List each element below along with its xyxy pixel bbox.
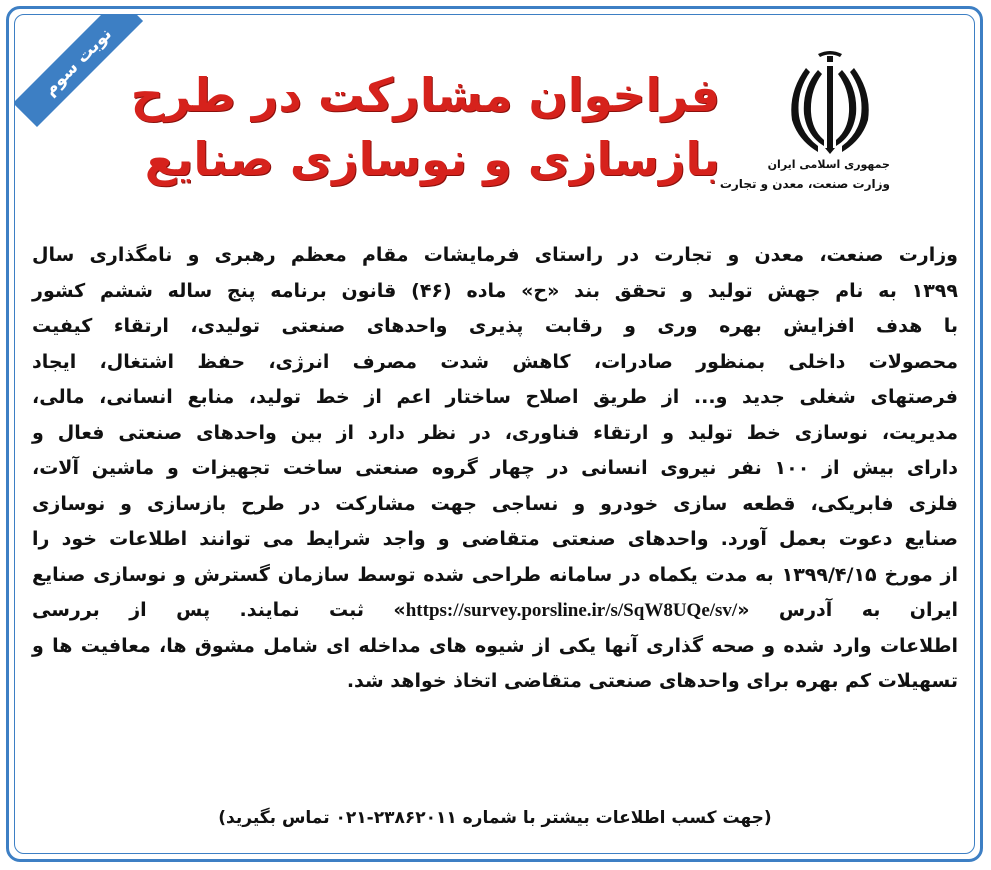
body-line: تسهیلات کم بهره برای واحدهای صنعتی متقاضی اتخاذ خواهد شد.	[346, 670, 958, 692]
ministry-name: وزارت صنعت، معدن و تجارت	[719, 177, 890, 191]
announcement-body	[32, 238, 958, 700]
badge-label: نوبت سوم	[15, 15, 143, 127]
body-line: اطلاعات وارد شده و صحه گذاری آنها یکی از شیوه های مداخله ای شامل مشوق ها، معافیت ها و	[32, 634, 958, 657]
iran-emblem-icon	[780, 48, 880, 154]
government-name: جمهوری اسلامی ایران	[767, 158, 890, 171]
body-line: فلزی فابریکی، قطعه سازی خودرو و نساجی جهت مشارکت در طرح بازسازی و نوسازی	[32, 492, 958, 515]
title-line-1: فراخوان مشارکت در طرح	[130, 68, 720, 122]
body-line: محصولات داخلی بمنظور صادرات، کاهش شدت مصرف انرژی، حفظ اشتغال، ایجاد	[32, 350, 958, 373]
survey-link[interactable]: https://survey.porsline.ir/s/SqW8UQe/sv/	[405, 600, 738, 621]
url-prefix: ایران به آدرس «	[737, 599, 959, 621]
url-suffix: » ثبت نمایند. پس از بررسی	[32, 599, 406, 621]
body-line: دارای بیش از ۱۰۰ نفر نیروی انسانی در چهار گروه صنعتی ساخت تجهیزات و ماشین آلات،	[32, 457, 958, 479]
contact-info: (جهت کسب اطلاعات بیشتر با شماره ۲۳۸۶۲۰۱۱-۰۲۱ تماس بگیرید)	[218, 808, 772, 828]
body-line: از مورخ ۱۳۹۹/۴/۱۵ به مدت یکماه در سامانه طراحی شده توسط سازمان گسترش و نوسازی صنایع	[32, 563, 958, 586]
body-line: با هدف افزایش بهره وری و رقابت پذیری واحدهای صنعتی تولیدی، ارتقاء کیفیت	[32, 315, 958, 337]
body-line: ۱۳۹۹ به نام جهش تولید و تحقق بند «ح» ماده (۴۶) قانون برنامه پنج ساله ششم کشور	[32, 279, 958, 302]
body-line: مدیریت، نوسازی خط تولید و ارتقاء فناوری، در نظر دارد از بین واحدهای صنعتی فعال و	[32, 421, 958, 444]
body-line: صنایع دعوت بعمل آورد. واحدهای صنعتی متقاضی و واجد شرایط می توانند اطلاعات خود را	[32, 528, 958, 550]
ministry-logo	[719, 48, 890, 208]
url-line	[32, 593, 958, 629]
body-line: فرصتهای شغلی جدید و... از طریق اصلاح ساختار اعم از خط تولید، منابع انسانی، مالی،	[32, 386, 958, 408]
body-line: وزارت صنعت، معدن و تجارت در راستای فرمایشات مقام معظم رهبری و نامگذاری سال	[32, 244, 958, 266]
title-line-2: بازسازی و نوسازی صنایع	[144, 132, 720, 186]
